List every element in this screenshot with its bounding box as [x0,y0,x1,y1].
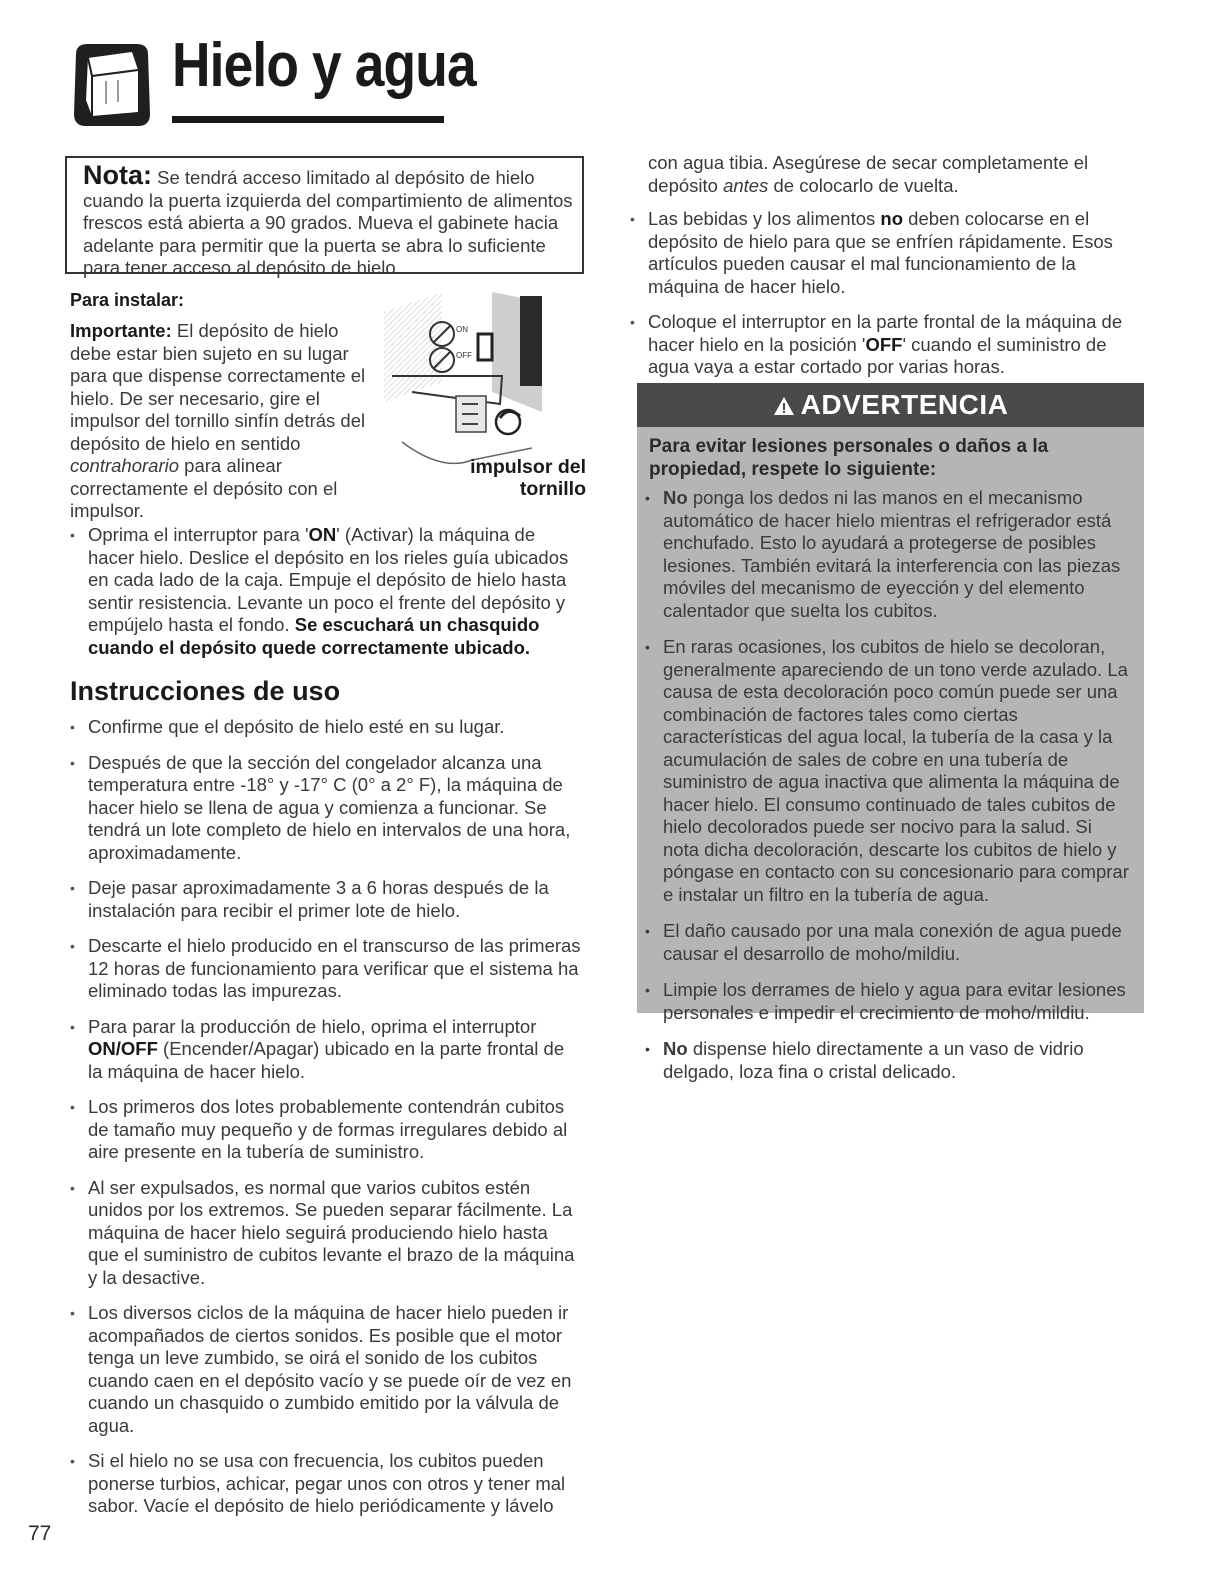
list-item [70,1016,582,1084]
switch-off-label: OFF [456,351,472,360]
list-item: • Si el hielo no se usa con frecuencia, los cubitos pueden ponerse turbios, achicar, pegar unos con otros y tener mal sabor. Vacíe el depósito de hielo periódicamente y lávelo [70,1450,582,1518]
list-item: • Los primeros dos lotes probablemente contendrán cubitos de tamaño muy pequeño y de formas irregulares debido al aire presente en la tubería de suministro. [70,1096,582,1164]
list-item [630,311,1140,379]
install-bullet-text: Oprima el interruptor para ' [88,524,309,545]
continued-paragraph [630,152,1140,197]
continued-italic: antes [723,174,769,196]
warning-title [637,389,1144,421]
instructions-list [70,716,582,1531]
list-item: • Deje pasar aproximadamente 3 a 6 horas después de la instalación para recibir el primer lote de hielo. [70,877,582,922]
list-item: • Confirme que el depósito de hielo esté en su lugar. [70,716,582,739]
list-item-bold: no [880,208,904,229]
important-label: Importante: [70,320,172,341]
warning-title-text: ADVERTENCIA [800,389,1009,420]
list-item-text: Las bebidas y los alimentos [648,208,876,229]
list-item-bold: OFF [865,333,903,355]
install-bullet-text-2: ' (Activar) la máquina de hacer hielo. Deslice el depósito en los rieles guía ubicados en cada lado de la caja. Empuje el depósito de hielo hasta sentir resistencia. Levante un poco el frente del depósito y empújelo hasta el fondo. [88,524,569,635]
figure-caption: impulsor del tornillo [470,456,586,500]
page-number: 77 [28,1522,52,1545]
important-text: El depósito de hielo debe estar bien sujeto en su lugar para que dispense correctamente el hielo. De ser necesario, gire el impulsor del tornillo sinfín detrás del depósito de hielo en sentido [70,320,366,454]
install-heading: Para instalar: [70,290,185,310]
list-item-bold: No [663,1038,688,1059]
instructions-heading: Instrucciones de uso [70,676,341,706]
list-item-text: dispense hielo directamente a un vaso de vidrio delgado, loza fina o cristal delicado. [663,1038,1084,1082]
list-item: • Al ser expulsados, es normal que varios cubitos estén unidos por los extremos. Se pueden separar fácilmente. La máquina de hacer hielo seguirá produciendo hielo hasta que el suministro de cubitos levante el brazo de la máquina y la desactive. [70,1177,582,1290]
note-box [65,156,584,278]
list-item: • El daño causado por una mala conexión de agua puede causar el desarrollo de moho/mildiu. [645,920,1131,965]
list-item-text: Coloque el interruptor en la parte frontal de la máquina de hacer hielo en la posición ' [648,311,1123,355]
list-item: • En raras ocasiones, los cubitos de hielo se decoloran, generalmente apareciendo de un tono verde azulado. La causa de esta decoloración poco común puede ser una combinación de factores tales como ciertas características del agua local, la tubería de la casa y la acumulación de sales de cobre en una tubería de suministro de agua inactiva que alimenta la máquina de hacer hielo. El consumo continuado de tales cubitos de hielo decolorados puede ser nocivo para la salud. Si nota dicha decoloración, descarte los cubitos de hielo y póngase en contacto con su concesionario para comprar e instalar un filtro en la tubería de agua. [645,636,1131,906]
list-item [70,524,570,659]
list-item: • Descarte el hielo producido en el transcurso de las primeras 12 horas de funcionamiento para verificar que el sistema ha eliminado todas las impurezas. [70,935,582,1003]
important-italic: contrahorario [70,455,180,476]
ice-cube-icon [66,36,156,131]
note-body: Se tendrá acceso limitado al depósito de hielo cuando la puerta izquierda del compartimiento de alimentos frescos está abierta a 90 grados. Mueva el gabinete hacia adelante para permitir que la puerta se abra lo suficiente para tener acceso al depósito de hielo. [83,167,573,278]
ice-maker-diagram-icon [382,292,552,478]
list-item [630,208,1140,298]
switch-on-label: ON [456,325,468,334]
list-item: • Los diversos ciclos de la máquina de hacer hielo pueden ir acompañados de ciertos sonidos. Es posible que el motor tenga un leve zumbido, se oirá el sonido de los cubitos cuando caen en el depósito vacío y se puede oír de vez en cuando un chasquido o zumbido emitido por la válvula de agua. [70,1302,582,1437]
warning-box [637,383,1144,1082]
list-item-bold: No [663,487,688,508]
warning-intro: Para evitar lesiones personales o daños a la propiedad, respete lo siguiente: [649,436,1049,480]
list-item [645,487,1131,622]
list-item: • Limpie los derrames de hielo y agua para evitar lesiones personales e impedir el crecimiento de moho/mildiu. [645,979,1131,1024]
title-underline [172,116,444,123]
install-bullet-on: ON [308,524,337,545]
install-list [70,524,570,672]
list-item [645,1038,1131,1083]
list-item-bold: ON/OFF [88,1038,158,1059]
note-label: Nota: [83,160,152,190]
list-item-text-end: (Encender/Apagar) ubicado en la parte frontal de la máquina de hacer hielo. [88,1038,565,1082]
list-item-text: Para parar la producción de hielo, oprima el interruptor [88,1015,537,1037]
list-item-text-end: deben colocarse en el depósito de hielo para que se enfríen rápidamente. Esos artículos pueden causar el mal funcionamiento de la máquina de hacer hielo. [648,208,1113,297]
list-item: • Después de que la sección del congelador alcanza una temperatura entre -18° y -17° C (0° a 2° F), la máquina de hacer hielo se llena de agua y comienza a funcionar. Se tendrá un lote completo de hielo en intervalos de una hora, aproximadamente. [70,752,582,865]
right-list [630,208,1140,392]
important-paragraph [70,320,380,523]
list-item-text: ponga los dedos ni las manos en el mecanismo automático de hacer hielo mientras el refrigerador está enchufado. Esto lo ayudará a protegerse de posibles lesiones. También evitará la interferencia con las piezas móviles del mecanismo de eyección y del elemento calentador que suelta los cubitos. [663,487,1121,621]
note-text [83,160,582,280]
warning-triangle-icon [773,396,795,416]
list-item-text-end: ' cuando el suministro de agua vaya a estar cortado por varias horas. [648,333,1107,377]
important-text-end: para alinear correctamente el depósito con el impulsor. [70,455,338,521]
continued-text-end: de colocarlo de vuelta. [773,174,959,196]
install-bullet-bold: Se escuchará un chasquido cuando el depósito quede correctamente ubicado. [88,614,540,658]
page-title: Hielo y agua [172,31,476,100]
warning-list [645,487,1131,1097]
continued-text: con agua tibia. Asegúrese de secar completamente el depósito [648,152,1089,196]
